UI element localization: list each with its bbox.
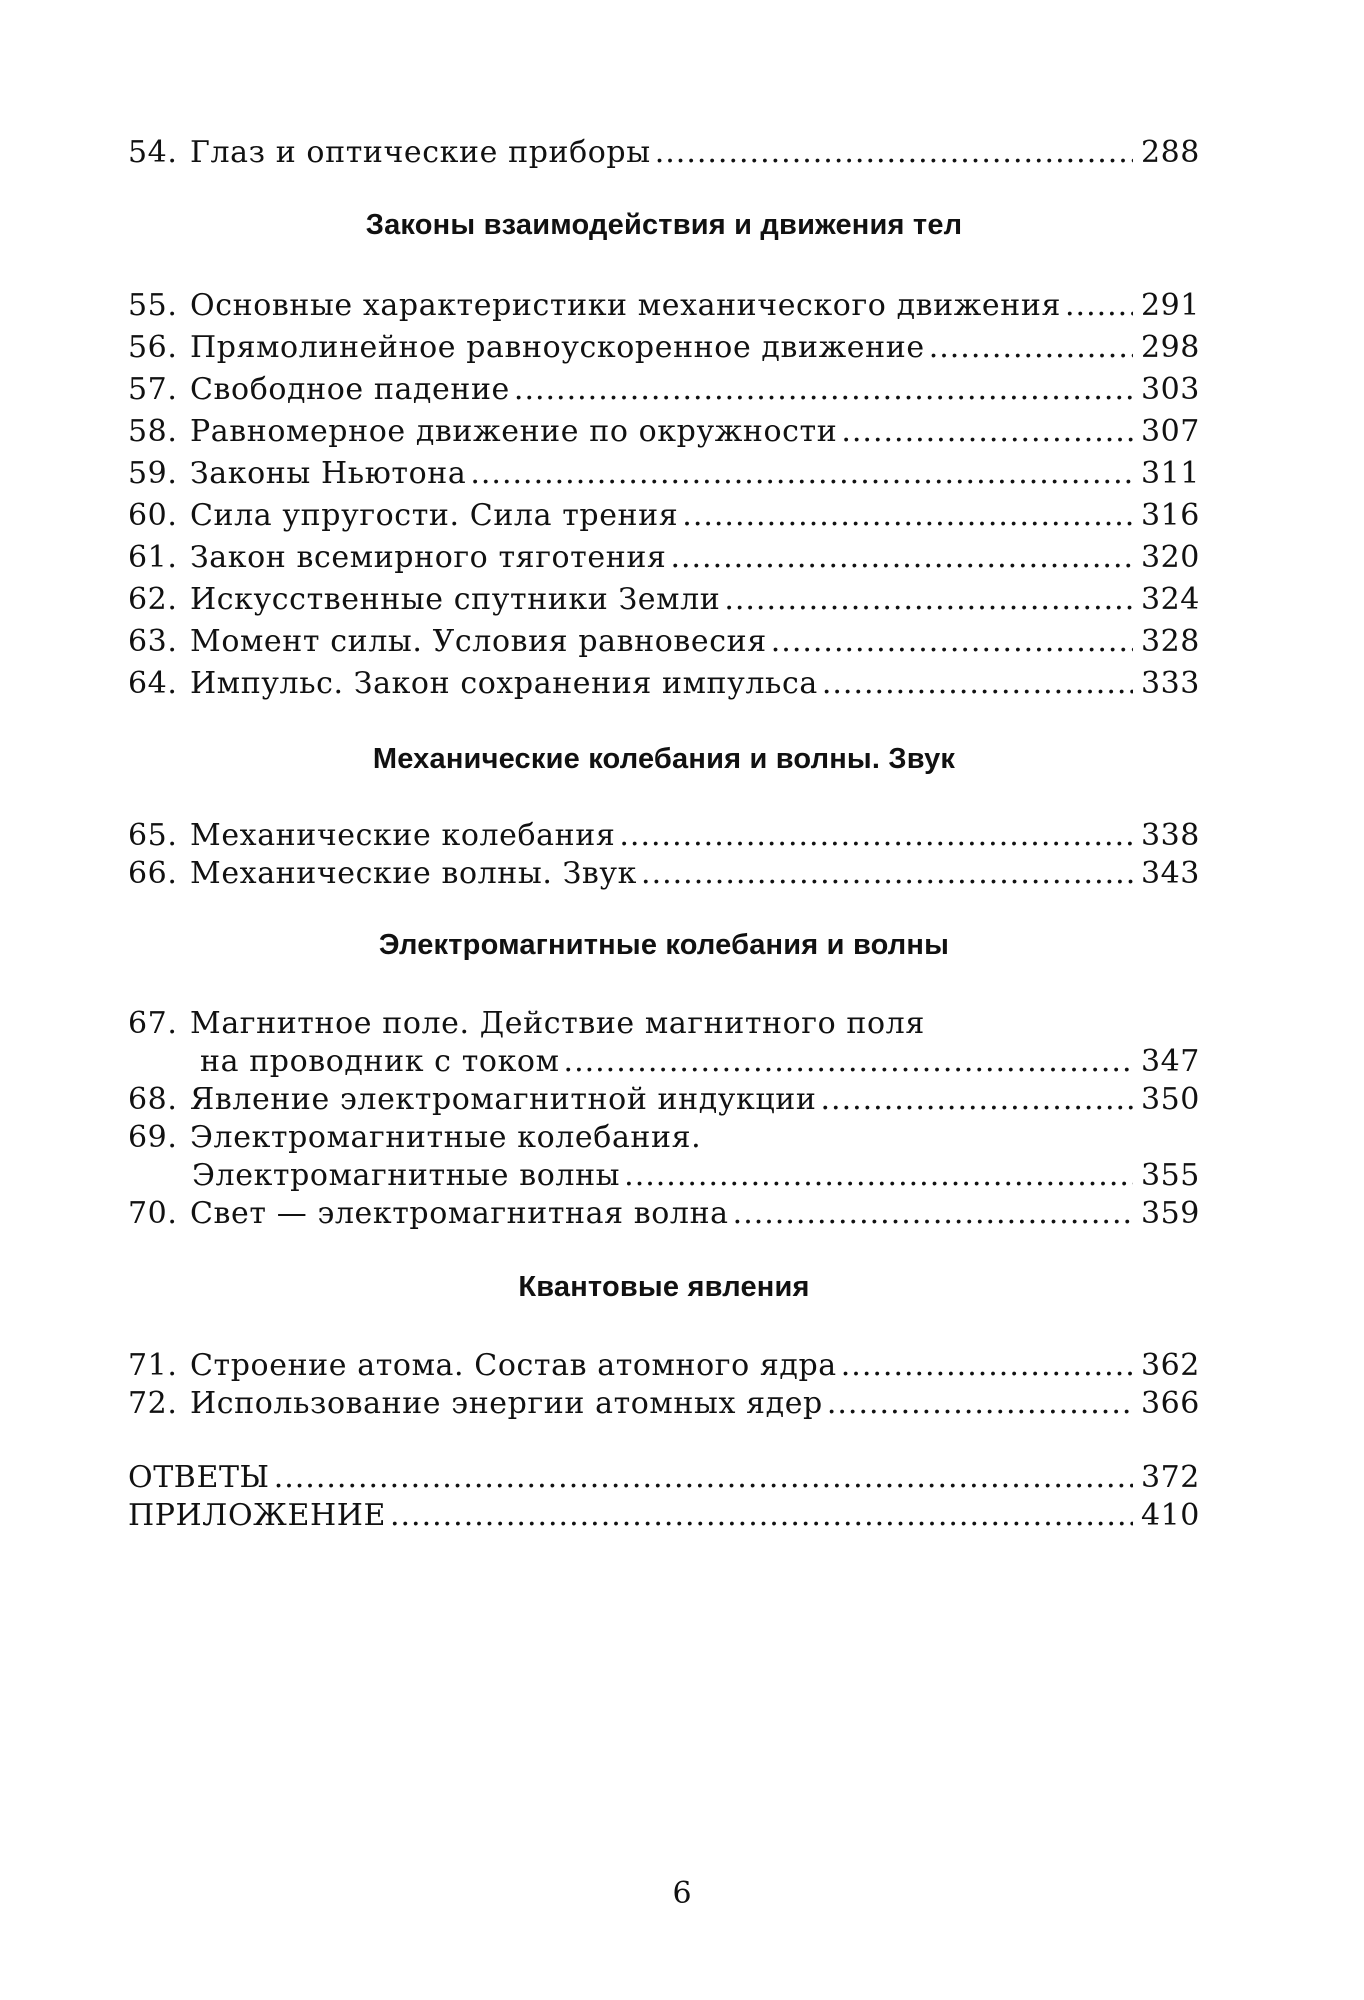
dot-leader — [670, 537, 1132, 579]
dot-leader — [641, 855, 1133, 893]
section-entries — [128, 817, 1200, 893]
entry-number: 55. — [128, 288, 178, 323]
toc-entry-answers — [128, 1459, 1200, 1497]
dot-leader — [724, 579, 1133, 621]
entry-number: 71. — [128, 1348, 178, 1383]
toc-entry — [128, 1385, 1200, 1423]
entry-number: 64. — [128, 666, 178, 701]
entry-number: 72. — [128, 1386, 178, 1421]
page-number: 6 — [672, 1876, 692, 1911]
entry-title: Свет — электромагнитная волна — [190, 1196, 729, 1231]
dot-leader — [619, 817, 1133, 855]
entry-title: Искусственные спутники Земли — [190, 582, 721, 617]
toc-entry — [128, 855, 1200, 893]
entry-title: Импульс. Закон сохранения импульса — [190, 666, 818, 701]
section-heading: Механические колебания и волны. Звук — [372, 743, 956, 775]
toc-entry — [128, 327, 1200, 369]
entry-number: 58. — [128, 414, 178, 449]
entry-title: Момент силы. Условия равновесия — [190, 624, 767, 659]
entry-number: 63. — [128, 624, 178, 659]
toc-entry — [128, 1119, 1200, 1157]
dot-leader — [822, 663, 1133, 705]
entry-page: 333 — [1140, 666, 1200, 701]
entry-title: Сила упругости. Сила трения — [190, 498, 679, 533]
entry-page: 291 — [1140, 288, 1200, 323]
entry-title: Основные характеристики механического движения — [190, 288, 1061, 323]
toc-entry — [128, 621, 1200, 663]
dot-leader — [274, 1459, 1133, 1497]
entry-number: 56. — [128, 330, 178, 365]
dot-leader — [390, 1497, 1133, 1535]
dot-leader — [1065, 285, 1133, 327]
entry-page: 355 — [1140, 1158, 1200, 1193]
section-entries — [128, 1005, 1200, 1233]
dot-leader — [929, 327, 1133, 369]
toc-entry — [128, 1347, 1200, 1385]
section-entries — [128, 1347, 1200, 1423]
toc-entry — [128, 495, 1200, 537]
entry-number: 68. — [128, 1082, 178, 1117]
entry-number: 67. — [128, 1006, 178, 1041]
toc-entry — [128, 1195, 1200, 1233]
entry-page: 320 — [1140, 540, 1200, 575]
entry-page: 307 — [1140, 414, 1200, 449]
toc-entry — [128, 411, 1200, 453]
toc-entry-continuation — [128, 1043, 1200, 1081]
entry-page: 303 — [1140, 372, 1200, 407]
entry-page: 347 — [1140, 1044, 1200, 1079]
toc-entry — [128, 579, 1200, 621]
entry-number: 66. — [128, 856, 178, 891]
dot-leader — [514, 369, 1133, 411]
dot-leader — [827, 1385, 1133, 1423]
toc-entry — [128, 453, 1200, 495]
section-heading: Электромагнитные колебания и волны — [378, 929, 950, 961]
entry-number: 69. — [128, 1120, 178, 1155]
entry-title: Явление электромагнитной индукции — [190, 1082, 817, 1117]
entry-page: 338 — [1140, 818, 1200, 853]
entry-number: 54. — [128, 135, 178, 170]
entry-title: Законы Ньютона — [190, 456, 467, 491]
entry-title-line2: на проводник с током — [200, 1044, 560, 1079]
dot-leader — [733, 1195, 1133, 1233]
entry-page: 311 — [1140, 456, 1200, 491]
entry-page: 324 — [1140, 582, 1200, 617]
entry-number: 62. — [128, 582, 178, 617]
spacer — [128, 1423, 1200, 1459]
entry-number: 65. — [128, 818, 178, 853]
toc-entry — [128, 132, 1200, 173]
entry-page: 359 — [1140, 1196, 1200, 1231]
toc-entry — [128, 817, 1200, 855]
dot-leader — [821, 1081, 1133, 1119]
toc-entry — [128, 663, 1200, 705]
dot-leader — [624, 1157, 1133, 1195]
toc-entry-continuation — [128, 1157, 1200, 1195]
toc-entry — [128, 369, 1200, 411]
entry-title: Свободное падение — [190, 372, 510, 407]
entry-title: Использование энергии атомных ядер — [190, 1386, 823, 1421]
entry-title: Прямолинейное равноускоренное движение — [190, 330, 925, 365]
entry-page: 316 — [1140, 498, 1200, 533]
entry-title-line1: Магнитное поле. Действие магнитного поля — [190, 1006, 925, 1041]
entry-number: 59. — [128, 456, 178, 491]
dot-leader — [564, 1043, 1133, 1081]
dot-leader — [682, 495, 1133, 537]
entry-number: 61. — [128, 540, 178, 575]
table-of-contents — [128, 132, 1200, 1535]
toc-entry — [128, 1081, 1200, 1119]
section-heading: Законы взаимодействия и движения тел — [365, 209, 963, 241]
entry-page: 288 — [1140, 135, 1200, 170]
toc-entry — [128, 537, 1200, 579]
entry-number: 70. — [128, 1196, 178, 1231]
dot-leader — [655, 132, 1133, 173]
entry-number: 60. — [128, 498, 178, 533]
toc-entry — [128, 1005, 1200, 1043]
section-entries — [128, 285, 1200, 705]
toc-entry-appendix — [128, 1497, 1200, 1535]
section-heading: Квантовые явления — [518, 1271, 810, 1303]
entry-page: 372 — [1140, 1460, 1200, 1495]
toc-entry — [128, 285, 1200, 327]
entry-title: Закон всемирного тяготения — [190, 540, 667, 575]
entry-title: Механические колебания — [190, 818, 616, 853]
entry-title: ОТВЕТЫ — [128, 1460, 270, 1495]
entry-title: ПРИЛОЖЕНИЕ — [128, 1498, 386, 1533]
entry-page: 362 — [1140, 1348, 1200, 1383]
entry-page: 410 — [1140, 1498, 1200, 1533]
entry-title: Строение атома. Состав атомного ядра — [190, 1348, 837, 1383]
entry-page: 298 — [1140, 330, 1200, 365]
entry-page: 350 — [1140, 1082, 1200, 1117]
entry-title: Равномерное движение по окружности — [190, 414, 838, 449]
entry-title-line1: Электромагнитные колебания. — [190, 1120, 702, 1155]
dot-leader — [771, 621, 1133, 663]
dot-leader — [470, 453, 1133, 495]
entry-title: Механические волны. Звук — [190, 856, 638, 891]
entry-page: 343 — [1140, 856, 1200, 891]
entry-number: 57. — [128, 372, 178, 407]
entry-page: 366 — [1140, 1386, 1200, 1421]
dot-leader — [841, 1347, 1133, 1385]
entry-title: Глаз и оптические приборы — [190, 135, 651, 170]
entry-title-line2: Электромагнитные волны — [192, 1158, 621, 1193]
dot-leader — [841, 411, 1133, 453]
entry-page: 328 — [1140, 624, 1200, 659]
